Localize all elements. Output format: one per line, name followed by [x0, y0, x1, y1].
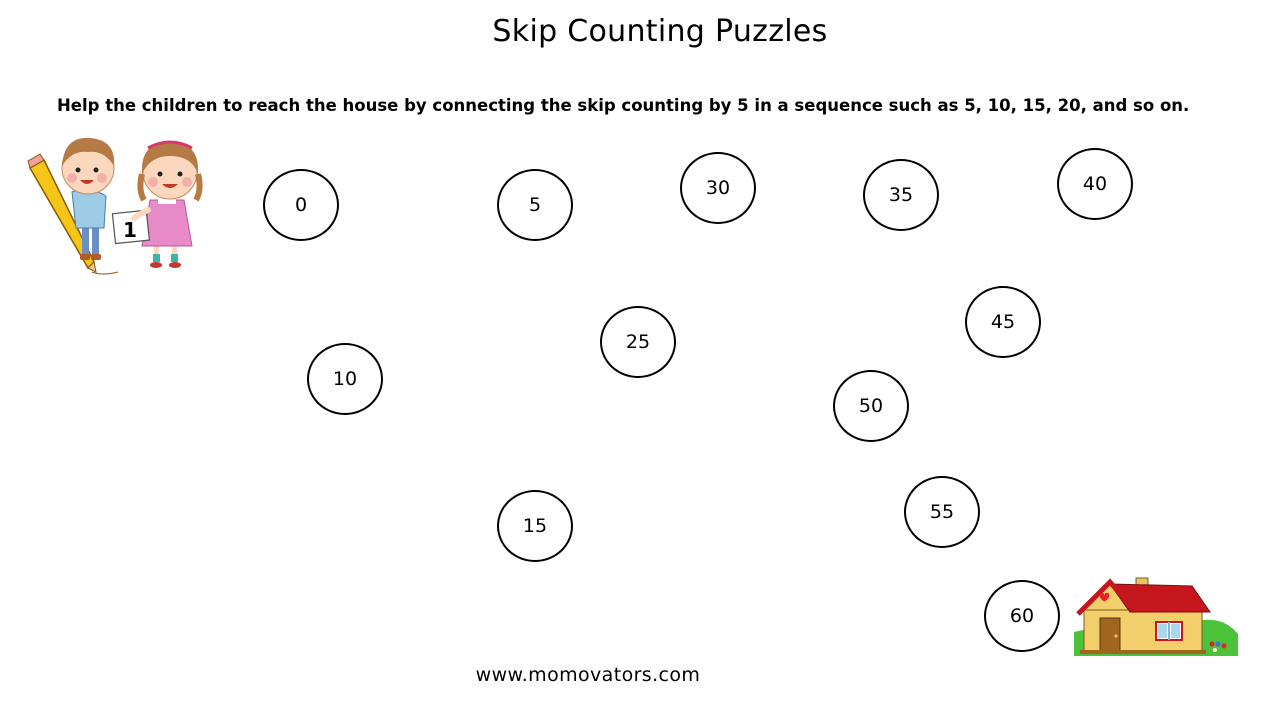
number-circle[interactable] — [984, 580, 1060, 652]
girl-figure — [112, 142, 199, 268]
footer-website: www.momovators.com — [475, 664, 701, 686]
number-circle[interactable] — [307, 343, 383, 415]
number-label: 10 — [332, 368, 358, 390]
number-label: 0 — [294, 194, 308, 216]
number-circle[interactable] — [833, 370, 909, 442]
boy-figure — [28, 138, 118, 274]
number-label: 55 — [929, 501, 955, 523]
number-circle[interactable] — [497, 490, 573, 562]
number-label: 60 — [1009, 605, 1035, 627]
page-title: Skip Counting Puzzles — [492, 14, 828, 49]
number-label: 5 — [528, 194, 542, 216]
number-circle[interactable] — [904, 476, 980, 548]
house-illustration — [1072, 574, 1242, 660]
number-circle[interactable] — [680, 152, 756, 224]
number-label: 15 — [522, 515, 548, 537]
number-label: 25 — [625, 331, 651, 353]
number-circle[interactable] — [965, 286, 1041, 358]
children-illustration — [22, 130, 207, 280]
number-label: 50 — [858, 395, 884, 417]
number-label: 40 — [1082, 173, 1108, 195]
number-circle[interactable] — [600, 306, 676, 378]
card-number: 1 — [123, 218, 137, 242]
number-label: 45 — [990, 311, 1016, 333]
instruction-text: Help the children to reach the house by connecting the skip counting by 5 in a sequence such as 5, 10, 15, 20, and so on. — [57, 96, 1190, 115]
number-label: 35 — [888, 184, 914, 206]
number-circle[interactable] — [863, 159, 939, 231]
number-circle[interactable] — [497, 169, 573, 241]
number-label: 30 — [705, 177, 731, 199]
number-circle[interactable] — [263, 169, 339, 241]
number-circle[interactable] — [1057, 148, 1133, 220]
